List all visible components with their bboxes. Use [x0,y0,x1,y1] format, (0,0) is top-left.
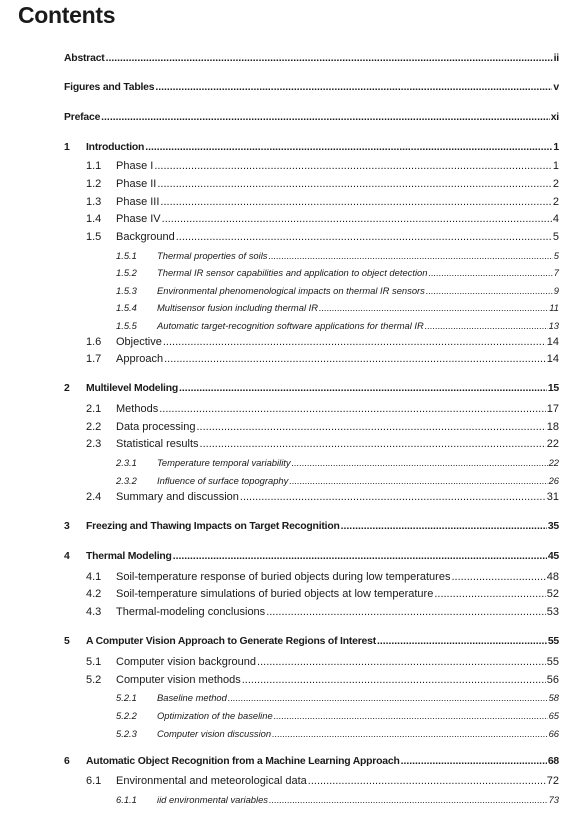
toc-page-number: 31 [546,491,559,503]
toc-number: 1.5.2 [116,267,137,278]
toc-entry[interactable] [116,491,559,503]
toc-number: 2.4 [86,491,102,503]
toc-entry-title: Automatic Object Recognition from a Machine Learning Approach [86,756,400,767]
toc-number: 5.1 [86,656,102,668]
toc-entry[interactable] [116,674,559,686]
toc-entry-title: iid environmental variables [157,794,268,805]
dot-leader [155,82,552,92]
toc-entry-title: Environmental phenomenological impacts on thermal IR sensors [157,285,425,296]
toc-page-number: 53 [546,606,559,618]
toc-entry-title: Multilevel Modeling [86,383,179,394]
toc-number: 4.2 [86,588,102,600]
toc-number: 1.5.4 [116,302,137,313]
toc-page-number: 22 [546,438,559,450]
toc-entry-title: Thermal IR sensor capabilities and application to object detection [157,267,428,278]
toc-entry-title: Temperature temporal variability [157,457,291,468]
toc-page-number: 17 [546,403,559,415]
toc-entry[interactable] [157,267,559,278]
toc-entry-title: Approach [116,353,164,365]
toc-entry[interactable] [157,302,559,313]
toc-page-number: ii [553,53,559,64]
dot-leader [268,250,552,259]
dot-leader [176,231,552,242]
dot-leader [101,112,550,122]
toc-page-number: 22 [548,457,559,468]
dot-leader [266,606,546,617]
toc-entry[interactable] [86,383,559,394]
toc-entry-title: Data processing [116,421,196,433]
toc-number: 2.3 [86,438,102,450]
toc-entry-title: Automatic target-recognition software applications for thermal IR [157,320,424,331]
toc-entry-title: Phase IV [116,213,161,225]
toc-number: 1.2 [86,178,102,190]
toc-page-number: 55 [547,636,559,647]
toc-page-number: 52 [546,588,559,600]
toc-number: 1.5 [86,231,102,243]
dot-leader [274,710,548,719]
toc-entry-title: Methods [116,403,159,415]
toc-entry-title: Phase III [116,196,160,208]
dot-leader [428,267,552,276]
toc-page-number: 18 [546,421,559,433]
toc-entry[interactable] [116,571,559,583]
toc-number: 5.2.1 [116,692,137,703]
dot-leader [154,160,552,171]
dot-leader [401,756,547,766]
toc-entry[interactable] [157,728,559,739]
toc-entry-title: Computer vision background [116,656,257,668]
toc-number: 6.1.1 [116,794,137,805]
toc-entry-title: Computer vision methods [116,674,241,686]
toc-page-number: 4 [552,213,559,225]
dot-leader [160,196,551,207]
toc-number: 4.1 [86,571,102,583]
toc-number: 2.3.1 [116,457,137,468]
dot-leader [162,213,552,224]
toc-number: 6.1 [86,775,102,787]
toc-number: 1.3 [86,196,102,208]
dot-leader [425,320,548,329]
toc-entry-title: Freezing and Thawing Impacts on Target Recognition [86,521,340,532]
toc-page-number: 68 [547,756,559,767]
toc-entry-title: Phase II [116,178,157,190]
toc-entry[interactable] [157,320,559,331]
toc-entry[interactable] [64,82,559,93]
toc-entry[interactable] [157,285,559,296]
toc-entry[interactable] [116,775,559,787]
toc-entry-title: Thermal Modeling [86,551,172,562]
toc-entry-title: A Computer Vision Approach to Generate Regions of Interest [86,636,376,647]
toc-page-number: 48 [546,571,559,583]
toc-number: 1.1 [86,160,102,172]
toc-entry[interactable] [116,606,559,618]
dot-leader [451,571,545,582]
toc-number: 1.6 [86,336,102,348]
toc-entry-title: Preface [64,112,101,123]
toc-page-number: 5 [552,231,559,243]
toc-entry[interactable] [116,353,559,365]
toc-entry[interactable] [86,636,559,647]
dot-leader [179,383,547,393]
dot-leader [228,692,548,701]
toc-number: 4.3 [86,606,102,618]
toc-page-number: 56 [546,674,559,686]
toc-number: 2.3.2 [116,475,137,486]
toc-number: 5.2 [86,674,102,686]
toc-page-number: 72 [546,775,559,787]
toc-page-number: 55 [546,656,559,668]
dot-leader [434,588,545,599]
toc-page-number: 5 [553,250,559,261]
dot-leader [106,53,553,63]
toc-entry[interactable] [116,196,559,208]
toc-entry-title: Soil-temperature response of buried objects during low temperatures [116,571,451,583]
dot-leader [157,178,552,189]
toc-entry[interactable] [116,160,559,172]
toc-number: 4 [64,551,70,562]
dot-leader [319,302,548,311]
toc-entry[interactable] [116,588,559,600]
toc-page-number: 7 [553,267,559,278]
toc-page-number: 45 [547,551,559,562]
toc-entry[interactable] [157,794,559,805]
toc-entry-title: Environmental and meteorological data [116,775,307,787]
toc-entry-title: Optimization of the baseline [157,710,273,721]
toc-page-number: 14 [546,353,559,365]
toc-entry[interactable] [157,710,559,721]
toc-number: 2 [64,383,70,394]
dot-leader [242,674,546,685]
dot-leader [289,475,547,484]
toc-entry-title: Phase I [116,160,154,172]
toc-page-number: 65 [548,710,559,721]
dot-leader [164,353,546,364]
toc-number: 1.5.1 [116,250,137,261]
toc-entry-title: Soil-temperature simulations of buried objects at low temperature [116,588,434,600]
toc-page-number: 1 [552,160,559,172]
toc-entry[interactable] [116,656,559,668]
toc-number: 1.5.5 [116,320,137,331]
toc-entry[interactable] [116,231,559,243]
toc-entry-title: Influence of surface topography [157,475,289,486]
toc-entry-title: Abstract [64,53,105,64]
toc-entry[interactable] [86,756,559,767]
toc-number: 1.4 [86,213,102,225]
toc-entry-title: Statistical results [116,438,199,450]
dot-leader [173,551,547,561]
dot-leader [426,285,553,294]
toc-entry[interactable] [86,551,559,562]
toc-entry-title: Figures and Tables [64,82,155,93]
toc-entry[interactable] [116,336,559,348]
toc-page-number: 2 [552,178,559,190]
toc-number: 6 [64,756,70,767]
toc-number: 3 [64,521,70,532]
toc-entry[interactable] [116,213,559,225]
toc-page-number: 58 [548,692,559,703]
toc-number: 2.1 [86,403,102,415]
dot-leader [377,636,547,646]
toc-entry-title: Background [116,231,175,243]
toc-entry[interactable] [116,178,559,190]
toc-number: 5 [64,636,70,647]
dot-leader [272,728,547,737]
dot-leader [163,336,546,347]
dot-leader [159,403,546,414]
toc-page-number: 26 [548,475,559,486]
toc-entry[interactable] [86,521,559,532]
toc-entry[interactable] [116,403,559,415]
toc-entry[interactable] [64,112,559,123]
toc-entry[interactable] [64,53,559,64]
toc-page-number: 35 [547,521,559,532]
toc-entry[interactable] [157,250,559,261]
toc-entry[interactable] [157,692,559,703]
toc-entry-title: Multisensor fusion including thermal IR [157,302,319,313]
toc-page-number: 73 [548,794,559,805]
dot-leader [341,521,547,531]
toc-page-number: 9 [553,285,559,296]
dot-leader [240,491,546,502]
toc-number: 5.2.3 [116,728,137,739]
toc-entry[interactable] [116,438,559,450]
toc-page-number: xi [550,112,559,123]
toc-entry-title: Baseline method [157,692,227,703]
dot-leader [292,457,548,466]
dot-leader [269,794,548,803]
toc-entry[interactable] [157,457,559,468]
toc-entry-title: Introduction [86,142,145,153]
toc-entry-title: Computer vision discussion [157,728,272,739]
page-title: Contents [18,2,116,28]
dot-leader [197,421,546,432]
toc-entry-title: Thermal properties of soils [157,250,268,261]
dot-leader [145,142,552,152]
toc-entry-title: Objective [116,336,162,348]
toc-page-number: v [553,82,559,93]
dot-leader [200,438,546,449]
toc-number: 1 [64,142,70,153]
toc-entry[interactable] [86,142,559,153]
toc-page-number: 2 [552,196,559,208]
toc-number: 5.2.2 [116,710,137,721]
toc-page-number: 15 [547,383,559,394]
dot-leader [257,656,546,667]
toc-page-number: 1 [553,142,559,153]
toc-page-number: 11 [549,302,559,313]
toc-entry[interactable] [157,475,559,486]
toc-page-number: 14 [546,336,559,348]
toc-page-number: 13 [548,320,559,331]
toc-entry-title: Thermal-modeling conclusions [116,606,266,618]
toc-page-number: 66 [548,728,559,739]
toc-number: 1.7 [86,353,102,365]
toc-number: 2.2 [86,421,102,433]
toc-entry-title: Summary and discussion [116,491,239,503]
toc-entry[interactable] [116,421,559,433]
dot-leader [308,775,546,786]
toc-number: 1.5.3 [116,285,137,296]
